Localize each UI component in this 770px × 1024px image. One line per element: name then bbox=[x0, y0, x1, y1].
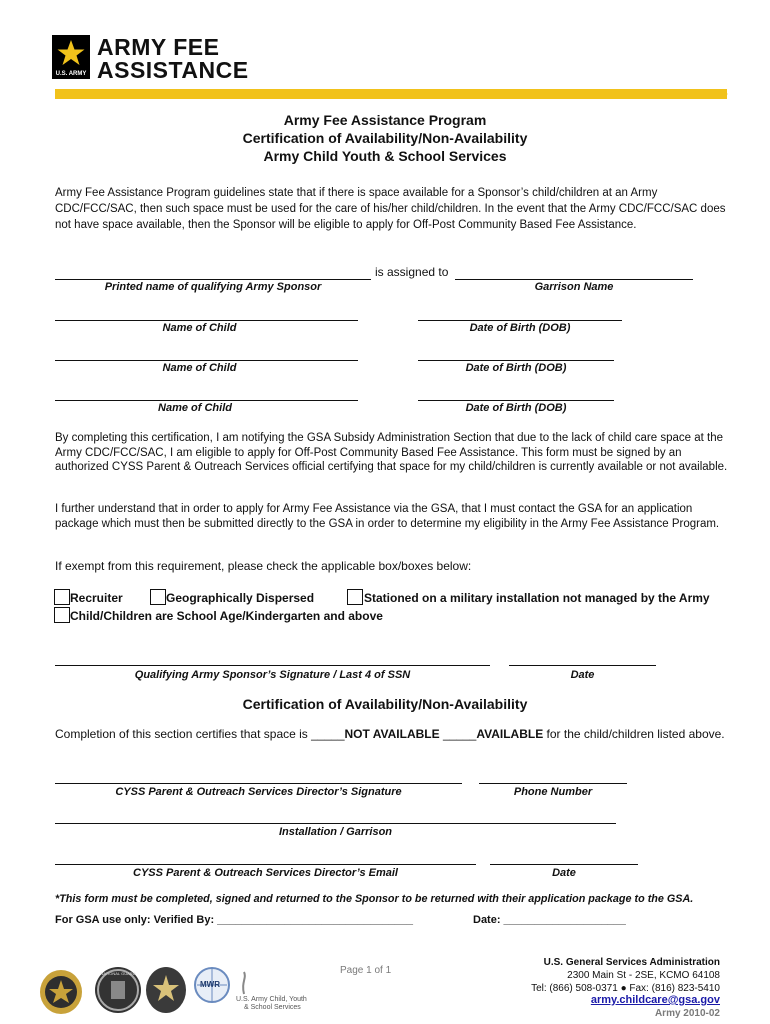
army-logo bbox=[52, 35, 90, 79]
logo-caption: U.S. ARMY bbox=[55, 71, 87, 77]
geo-dispersed-label: Geographically Dispersed bbox=[166, 591, 315, 605]
child-3-dob-caption: Date of Birth (DOB) bbox=[465, 402, 567, 414]
understand-paragraph: I further understand that in order to apply for Army Fee Assistance via the GSA, that I must contact the GSA for an application package which must then be submitted directly to the GSA in order to determine my eligibility in the Army Fee Assistance Program. bbox=[55, 503, 720, 530]
star-icon bbox=[56, 38, 86, 68]
recruiter-label: Recruiter bbox=[70, 591, 123, 605]
gsa-org-name: U.S. General Services Administration bbox=[543, 957, 720, 968]
guard-seal-text: NATIONAL GUARD bbox=[100, 971, 136, 976]
reserve-seal bbox=[146, 967, 186, 1013]
director-date-field[interactable] bbox=[490, 864, 638, 865]
child-2-dob-caption: Date of Birth (DOB) bbox=[465, 362, 567, 374]
title-cyss: Army Child Youth & School Services bbox=[263, 148, 507, 164]
title-program: Army Fee Assistance Program bbox=[283, 112, 487, 128]
completion-prefix: Completion of this section certifies that space is _____ bbox=[55, 727, 345, 741]
child-1-name-field[interactable] bbox=[55, 320, 358, 321]
form-id: Army 2010-02 bbox=[654, 1008, 720, 1019]
intro-paragraph: Army Fee Assistance Program guidelines state that if there is space available for a Sponsor’s child/children at an Army CDC/FCC/SAC, then such space must be used for the care of his/her child/children. In the event that the Army CDC/FCC/SAC does not have space available, then the Sponsor will be eligible to apply for Off-Post Community Based Fee Assistance. bbox=[55, 187, 726, 231]
installation-caption: Installation / Garrison bbox=[278, 826, 393, 838]
title-certification: Certification of Availability/Non-Availability bbox=[242, 130, 528, 146]
stationed-checkbox[interactable] bbox=[347, 589, 363, 605]
page-number: Page 1 of 1 bbox=[340, 965, 392, 976]
header-bar-tip bbox=[718, 89, 728, 99]
school-age-label: Child/Children are School Age/Kindergarten and above bbox=[70, 609, 383, 623]
cyss-logo-line1: U.S. Army Child, Youth bbox=[236, 996, 307, 1003]
garrison-name-caption: Garrison Name bbox=[534, 281, 614, 293]
child-3-name-caption: Name of Child bbox=[158, 402, 232, 414]
child-1-dob-caption: Date of Birth (DOB) bbox=[469, 322, 571, 334]
child-1-name-caption: Name of Child bbox=[162, 322, 237, 334]
mwr-logo bbox=[192, 965, 232, 1005]
child-3-name-field[interactable] bbox=[55, 400, 358, 401]
director-date-caption: Date bbox=[552, 867, 576, 879]
reserve-emblem-icon bbox=[146, 967, 186, 1013]
certify-paragraph: By completing this certification, I am notifying the GSA Subsidy Administration Section that due to the lack of child care space at the Army CDC/FCC/SAC, I am eligible to apply for Off-Post Community Based Fee Assistance. This form must be signed by an authorized CYSS Parent & Outreach Services official certifying that space for my child/children is currently available or not available. bbox=[55, 432, 728, 474]
mwr-label: MWR bbox=[200, 980, 220, 989]
cyss-figure-icon bbox=[237, 970, 251, 996]
geo-dispersed-checkbox[interactable] bbox=[150, 589, 166, 605]
army-seal-logo bbox=[40, 970, 82, 1014]
gsa-date[interactable]: Date: ____________________ bbox=[473, 914, 626, 926]
phone-number-field[interactable] bbox=[479, 783, 627, 784]
director-email-caption: CYSS Parent & Outreach Services Director’s Email bbox=[133, 867, 398, 879]
return-footnote: *This form must be completed, signed and returned to the Sponsor to be returned with their application package to the GSA. bbox=[55, 893, 694, 905]
sponsor-signature-field[interactable] bbox=[55, 665, 490, 666]
gsa-address: 2300 Main St - 2SE, KCMO 64108 bbox=[567, 970, 720, 981]
child-2-name-caption: Name of Child bbox=[162, 362, 237, 374]
director-signature-caption: CYSS Parent & Outreach Services Director’s Signature bbox=[115, 786, 402, 798]
available-option[interactable]: AVAILABLE bbox=[476, 727, 544, 741]
child-2-name-field[interactable] bbox=[55, 360, 358, 361]
director-email-field[interactable] bbox=[55, 864, 476, 865]
available-blank: _____ bbox=[439, 727, 477, 741]
sponsor-date-field[interactable] bbox=[509, 665, 656, 666]
gsa-email-link[interactable]: army.childcare@gsa.gov bbox=[590, 994, 720, 1006]
exempt-prompt: If exempt from this requirement, please check the applicable box/boxes below: bbox=[55, 559, 472, 573]
director-signature-field[interactable] bbox=[55, 783, 462, 784]
child-3-dob-field[interactable] bbox=[418, 400, 614, 401]
not-available-option[interactable]: NOT AVAILABLE bbox=[344, 727, 440, 741]
recruiter-checkbox[interactable] bbox=[54, 589, 70, 605]
school-age-checkbox[interactable] bbox=[54, 607, 70, 623]
completion-suffix: for the child/children listed above. bbox=[543, 727, 725, 741]
gsa-verified-by[interactable]: For GSA use only: Verified By: ________________________________ bbox=[55, 914, 413, 926]
installation-field[interactable] bbox=[55, 823, 616, 824]
sponsor-date-caption: Date bbox=[570, 669, 595, 681]
completion-statement bbox=[55, 727, 732, 742]
cyss-logo-text bbox=[236, 996, 307, 1012]
sponsor-name-caption: Printed name of qualifying Army Sponsor bbox=[104, 281, 322, 293]
header-bar bbox=[55, 89, 727, 99]
phone-number-caption: Phone Number bbox=[513, 786, 593, 798]
sponsor-signature-caption: Qualifying Army Sponsor’s Signature / Last 4 of SSN bbox=[134, 669, 411, 681]
stationed-label: Stationed on a military installation not managed by the Army bbox=[364, 591, 710, 605]
assigned-to-label: is assigned to bbox=[375, 265, 449, 279]
national-guard-seal bbox=[95, 967, 141, 1013]
child-2-dob-field[interactable] bbox=[418, 360, 614, 361]
brand-line-2: ASSISTANCE bbox=[97, 57, 249, 83]
seal-icon bbox=[40, 970, 82, 1014]
child-1-dob-field[interactable] bbox=[418, 320, 622, 321]
gsa-contact: Tel: (866) 508-0371 ● Fax: (816) 823-5410 bbox=[531, 983, 720, 994]
brand-line-1: ARMY FEE bbox=[97, 34, 220, 60]
cyss-logo-line2: & School Services bbox=[244, 1004, 301, 1011]
section-availability-title: Certification of Availability/Non-Availability bbox=[242, 696, 528, 712]
sponsor-name-field[interactable] bbox=[55, 279, 371, 280]
garrison-name-field[interactable] bbox=[455, 279, 693, 280]
